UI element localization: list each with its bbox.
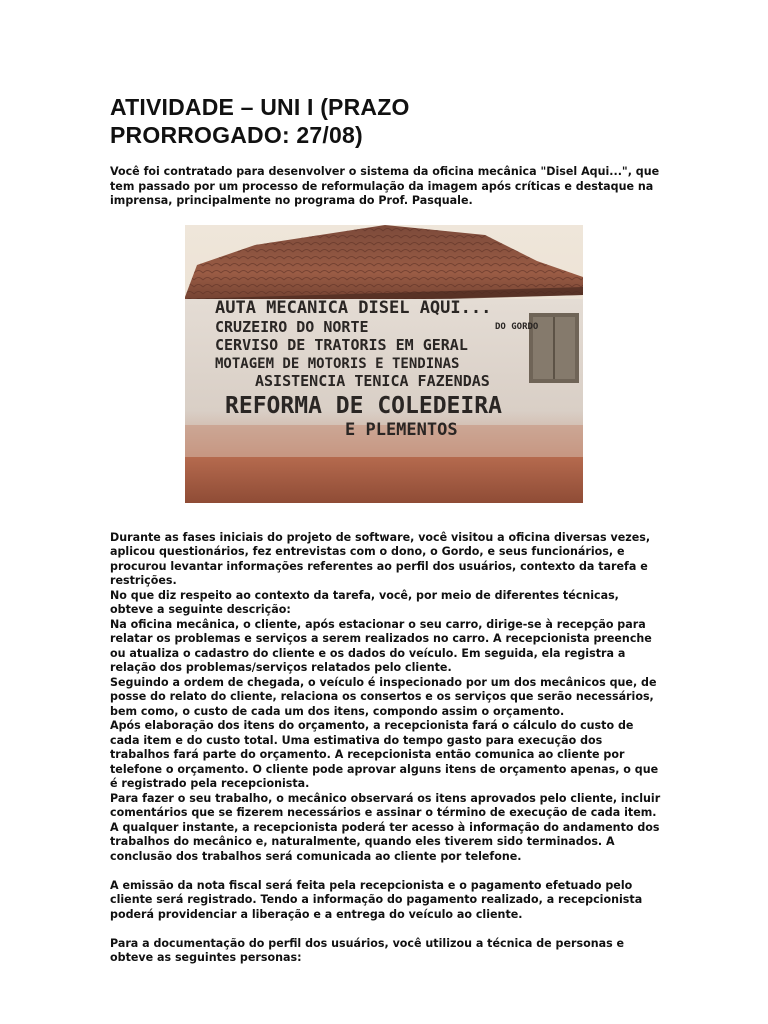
- personas-paragraph: Para a documentação do perfil dos usuários, você utilizou a técnica de personas e obteve as seguintes personas:: [110, 936, 625, 964]
- title-line-1: ATIVIDADE – UNI I (PRAZO: [110, 94, 410, 120]
- paragraph-spacer: [110, 922, 665, 937]
- wall-text-4: CERVISO DE TRATORIS EM GERAL: [215, 335, 468, 354]
- wall-text-6: ASISTENCIA TENICA FAZENDAS: [255, 371, 490, 390]
- paragraph-spacer: [110, 864, 665, 879]
- document-page: [110, 93, 665, 966]
- context-paragraph-6: Para fazer o seu trabalho, o mecânico observará os itens aprovados pelo cliente, incluir comentários que se fizerem necessários e assinar o término de execução de cada item. A qualquer instante, a recepcionista poderá ter acesso à informação do andamento dos trabalhos do mecânico e, naturalmente, quando eles tiverem sido terminados. A conclusão dos trabalhos será comunicada ao cliente por telefone.: [110, 791, 661, 863]
- wall-text-7: REFORMA DE COLEDEIRA: [225, 392, 502, 419]
- document-title: [110, 93, 665, 149]
- wall-text-1: AUTA MECANICA DISEL AQUI...: [215, 297, 492, 318]
- workshop-wall-image: [185, 225, 583, 503]
- payment-paragraph: A emissão da nota fiscal será feita pela recepcionista e o pagamento efetuado pelo cliente será registrado. Tendo a informação do pagamento realizado, a recepcionista poderá providenciar a liberação e a entrega do veículo ao cliente.: [110, 878, 643, 921]
- context-paragraph-5: Após elaboração dos itens do orçamento, a recepcionista fará o cálculo do custo de cada item e do custo total. Uma estimativa do tempo gasto para execução dos trabalhos fará parte do orçamento. A recepcionista então comunica ao cliente por telefone o orçamento. O cliente pode aprovar alguns itens de orçamento apenas, o que é registrado pela recepcionista.: [110, 719, 659, 790]
- wall-text-3: DO GORDO: [495, 321, 539, 332]
- intro-paragraph: Você foi contratado para desenvolver o sistema da oficina mecânica "Disel Aqui...", que tem passado por um processo de reformulação da imagem após críticas e destaque na imprensa, principalmente no programa do Prof. Pasquale.: [110, 165, 660, 207]
- context-paragraph-1: Durante as fases iniciais do projeto de software, você visitou a oficina diversas vezes, aplicou questionários, fez entrevistas com o dono, o Gordo, e seus funcionários, e procurou levantar informações referentes ao perfil dos usuários, contexto da tarefa e restrições.: [110, 530, 651, 587]
- workshop-wall-photo: [185, 225, 583, 503]
- context-paragraph-3: Na oficina mecânica, o cliente, após estacionar o seu carro, dirige-se à recepção para relatar os problemas e serviços a serem realizados no carro. A recepcionista preenche ou atualiza o cadastro do cliente e os dados do veículo. Em seguida, ela registra a relação dos problemas/serviços relatados pelo cliente.: [110, 617, 652, 674]
- wall-text-8: E PLEMENTOS: [345, 419, 458, 440]
- wall-text-2: CRUZEIRO DO NORTE: [215, 317, 369, 336]
- title-line-2: PRORROGADO: 27/08): [110, 122, 363, 148]
- context-paragraph-2: No que diz respeito ao contexto da tarefa, você, por meio de diferentes técnicas, obteve a seguinte descrição:: [110, 588, 619, 616]
- context-paragraph-4: Seguindo a ordem de chegada, o veículo é inspecionado por um dos mecânicos que, de posse do relato do cliente, relaciona os consertos e os serviços que serão necessários, bem como, o custo de cada um dos itens, compondo assim o orçamento.: [110, 675, 657, 718]
- wall-text-5: MOTAGEM DE MOTORIS E TENDINAS: [215, 355, 460, 372]
